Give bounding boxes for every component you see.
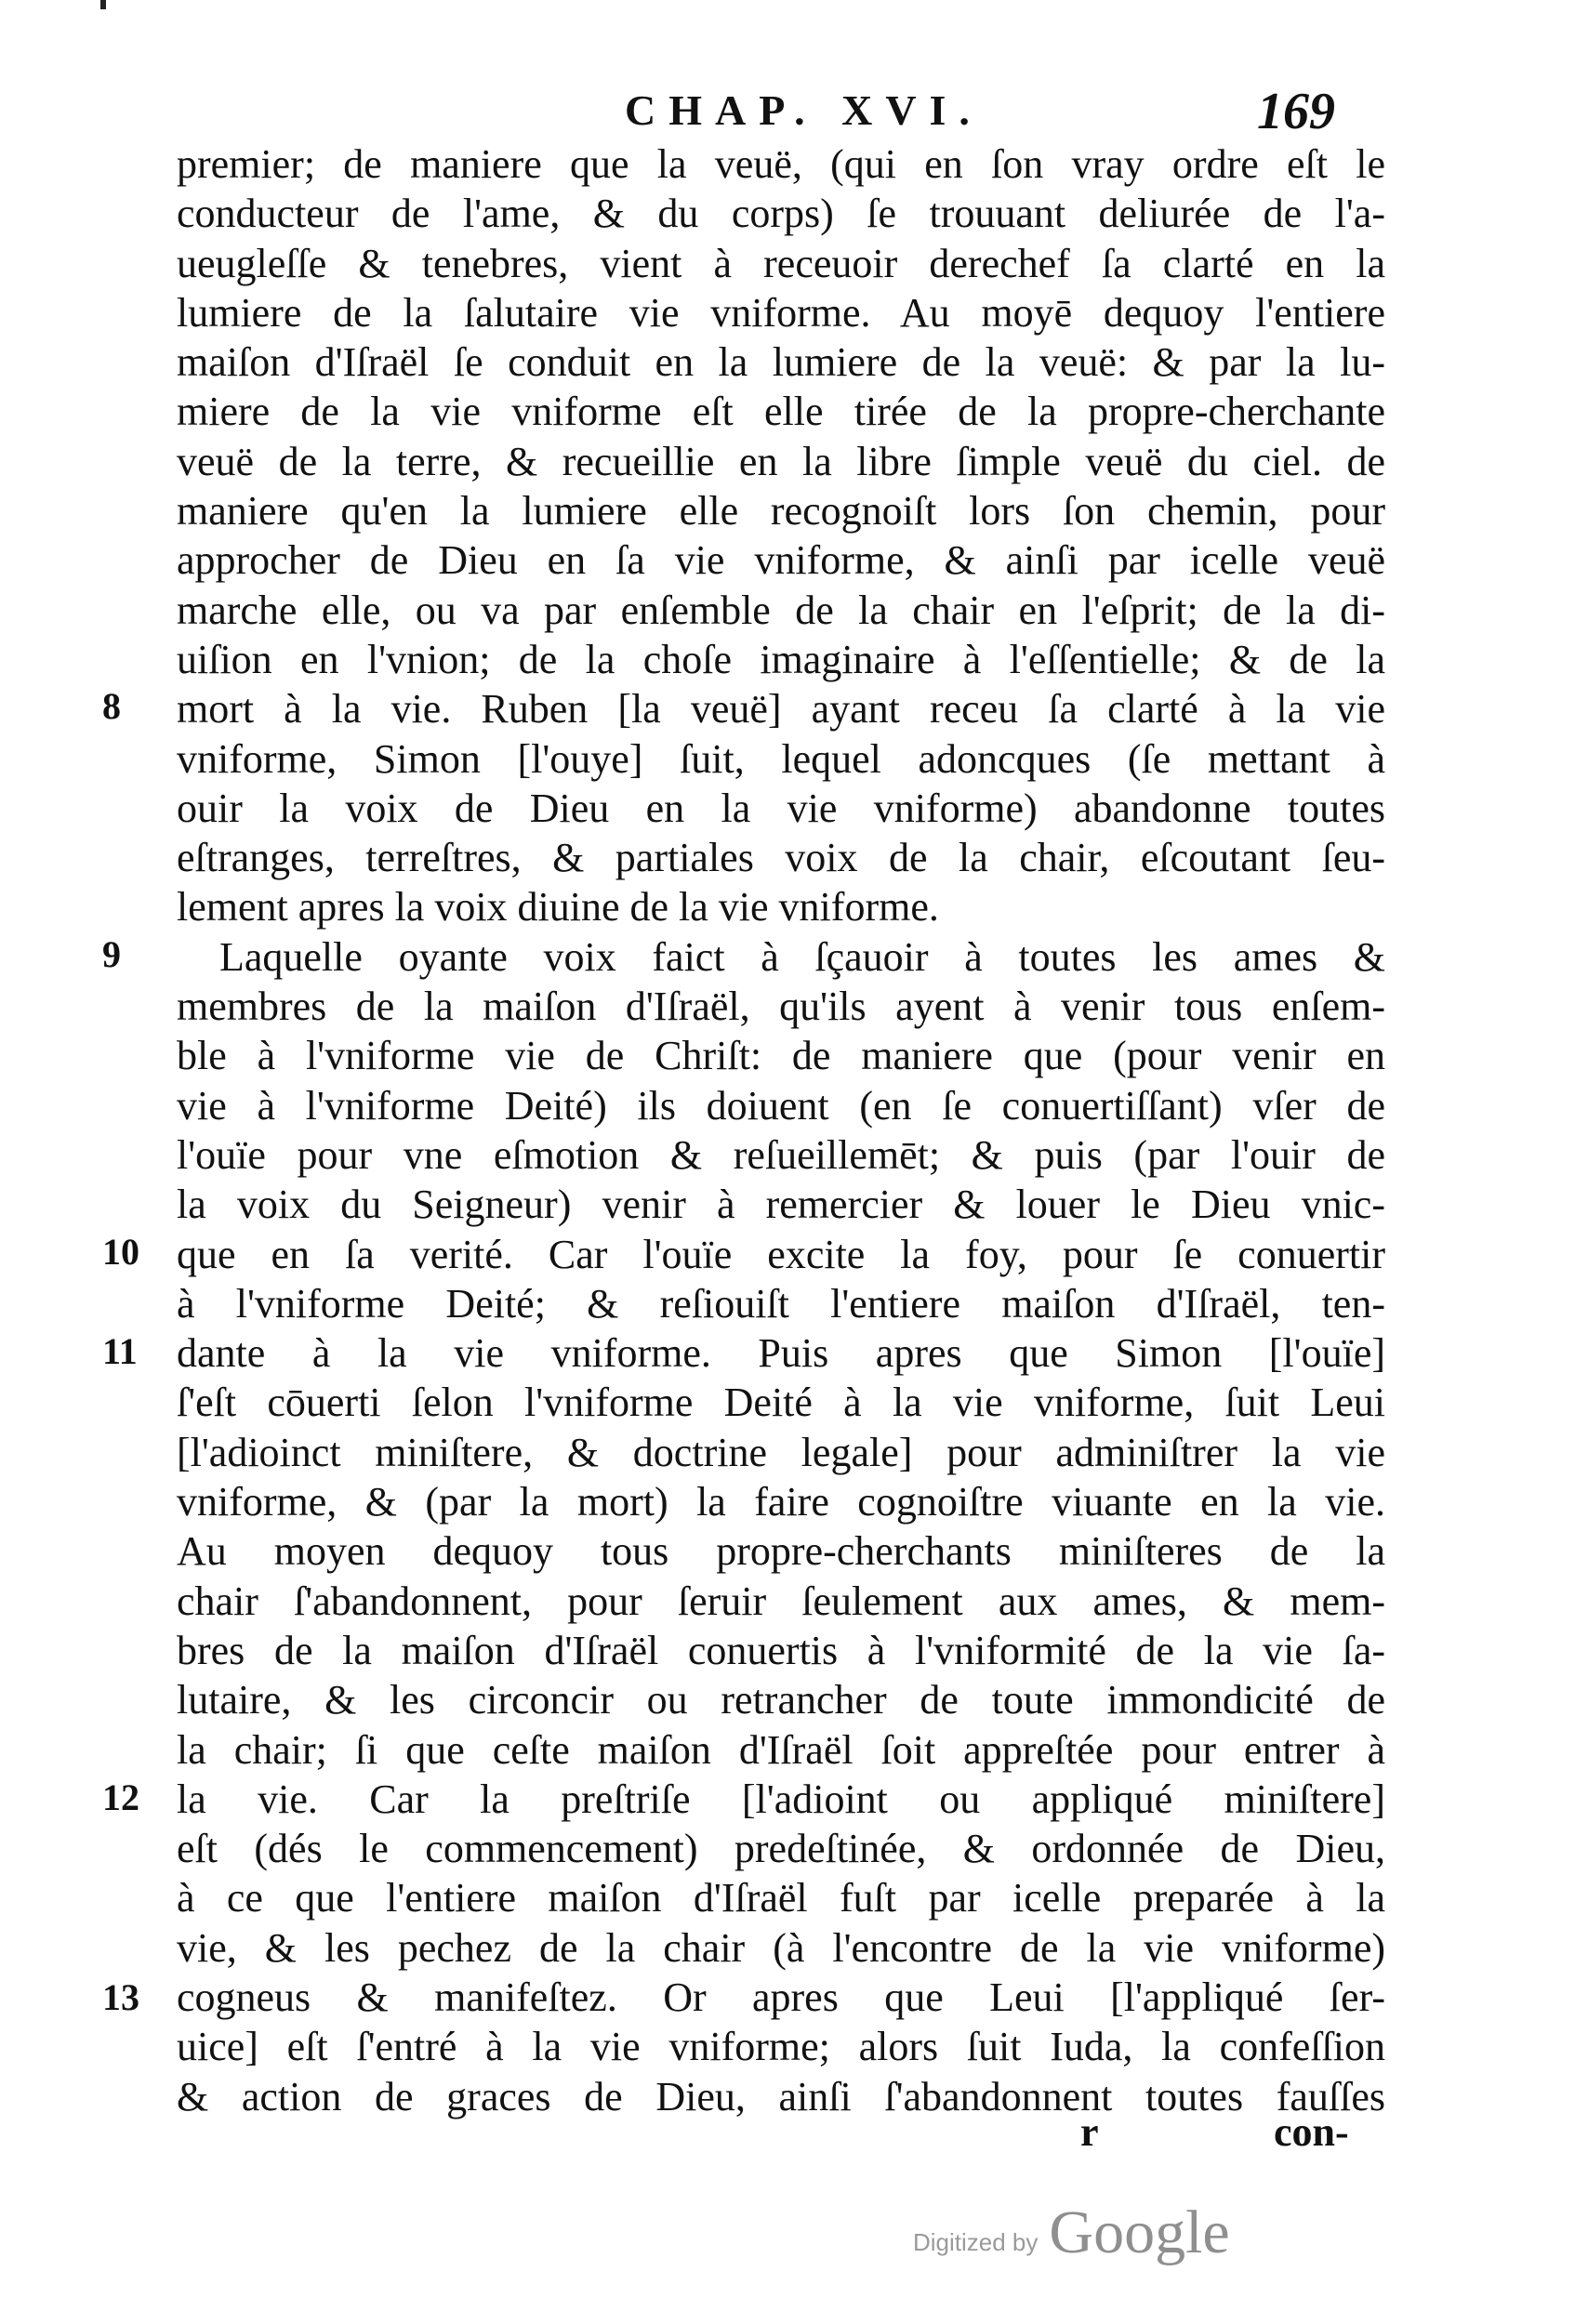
signature-mark: r — [1080, 2109, 1099, 2155]
text-line: la vie. Car la preſtriſe [l'adioint ou appliqué miniſtere] — [177, 1776, 1385, 1822]
running-head: CHAP. XVI. — [625, 86, 983, 134]
watermark-label: Digitized by — [913, 2228, 1039, 2256]
body-text — [177, 139, 1385, 2121]
text-line: & action de graces de Dieu, ainſi ſ'abandonnent toutes fauſſes — [177, 2073, 1385, 2119]
text-line: uiſion en l'vnion; de la choſe imaginaire à l'eſſentielle; & de la — [177, 636, 1385, 682]
text-line: vie à l'vniforme Deité) ils doiuent (en ſe conuertiſſant) vſer de — [177, 1082, 1385, 1129]
text-line: ouir la voix de Dieu en la vie vniforme) abandonne toutes — [177, 785, 1385, 831]
google-logo: Google — [1049, 2199, 1230, 2266]
text-line: conducteur de l'ame, & du corps) ſe trouuant deliurée de l'a- — [177, 191, 1385, 237]
text-line: uice] eſt ſ'entré à la vie vniforme; alors ſuit Iuda, la confeſſion — [177, 2024, 1385, 2070]
text-line: la voix du Seigneur) venir à remercier & louer le Dieu vnic- — [177, 1182, 1385, 1228]
text-line: membres de la maiſon d'Iſraël, qu'ils ayent à venir tous enſem- — [177, 984, 1385, 1030]
text-line: maiſon d'Iſraël ſe conduit en la lumiere de la veuë: & par la lu- — [177, 339, 1385, 386]
text-line: vniforme, & (par la mort) la faire cognoiſtre viuante en la vie. — [177, 1479, 1385, 1525]
text-line: Laquelle oyante voix faict à ſçauoir à toutes les ames & — [219, 933, 1385, 980]
text-line: eſtranges, terreſtres, & partiales voix de la chair, eſcoutant ſeu- — [177, 835, 1385, 881]
text-line: ueugleſſe & tenebres, vient à receuoir derechef ſa clarté en la — [177, 240, 1385, 286]
text-line: à ce que l'entiere maiſon d'Iſraël fuſt par icelle preparée à la — [177, 1875, 1385, 1921]
text-line: ble à l'vniforme vie de Chriſt: de maniere que (pour venir en — [177, 1033, 1385, 1079]
page-footer — [0, 2108, 1588, 2164]
text-line: vniforme, Simon [l'ouye] ſuit, lequel adoncques (ſe mettant à — [177, 735, 1385, 782]
text-line: marche elle, ou va par enſemble de la chair en l'eſprit; de la di- — [177, 587, 1385, 633]
verse-number: 12 — [102, 1776, 139, 1818]
text-line: vie, & les pechez de la chair (à l'encontre de la vie vniforme) — [177, 1924, 1385, 1971]
verse-number: 11 — [102, 1330, 138, 1372]
text-line: lumiere de la ſalutaire vie vniforme. Au moyē dequoy l'entiere — [177, 289, 1385, 336]
text-line: veuë de la terre, & recueillie en la libre ſimple veuë du ciel. de — [177, 438, 1385, 484]
verse-number: 10 — [102, 1231, 139, 1273]
text-line: la chair; ſi que ceſte maiſon d'Iſraël ſoit appreſtée pour entrer à — [177, 1726, 1385, 1773]
corner-mark — [100, 0, 106, 9]
text-line: ſ'eſt cōuerti ſelon l'vniforme Deité à la vie vniforme, ſuit Leui — [177, 1380, 1385, 1426]
catchword: con- — [1274, 2109, 1349, 2155]
verse-number: 9 — [102, 933, 121, 975]
text-line: chair ſ'abandonnent, pour ſeruir ſeulement aux ames, & mem- — [177, 1578, 1385, 1624]
text-line: eſt (dés le commencement) predeſtinée, & ordonnée de Dieu, — [177, 1826, 1385, 1872]
verse-number: 13 — [102, 1976, 139, 2018]
text-line: à l'vniforme Deité; & reſiouiſt l'entiere maiſon d'Iſraël, ten- — [177, 1280, 1385, 1327]
text-line: lement apres la voix diuine de la vie vniforme. — [177, 884, 939, 931]
text-line: lutaire, & les circoncir ou retrancher de toute immondicité de — [177, 1677, 1385, 1723]
page-number: 169 — [1257, 83, 1335, 140]
text-line: dante à la vie vniforme. Puis apres que Simon [l'ouïe] — [177, 1330, 1385, 1377]
text-line: cogneus & manifeſtez. Or apres que Leui [l'appliqué ſer- — [177, 1974, 1385, 2020]
digitization-watermark — [913, 2194, 1230, 2268]
text-line: que en ſa verité. Car l'ouïe excite la foy, pour ſe conuertir — [177, 1231, 1385, 1277]
text-line: maniere qu'en la lumiere elle recognoiſt lors ſon chemin, pour — [177, 488, 1385, 535]
text-line: bres de la maiſon d'Iſraël conuertis à l'vniformité de la vie ſa- — [177, 1627, 1385, 1673]
text-line: Au moyen dequoy tous propre-cherchants miniſteres de la — [177, 1528, 1385, 1575]
page-header — [0, 83, 1588, 141]
text-line: miere de la vie vniforme eſt elle tirée de la propre-cherchante — [177, 389, 1385, 435]
text-line: premier; de maniere que la veuë, (qui en ſon vray ordre eſt le — [177, 141, 1385, 187]
text-line: l'ouïe pour vne eſmotion & reſueillemēt; & puis (par l'ouir de — [177, 1131, 1385, 1178]
text-line: approcher de Dieu en ſa vie vniforme, & ainſi par icelle veuë — [177, 537, 1385, 584]
text-line: [l'adioinct miniſtere, & doctrine legale] pour adminiſtrer la vie — [177, 1429, 1385, 1475]
verse-number: 8 — [102, 685, 121, 727]
text-line: mort à la vie. Ruben [la veuë] ayant receu ſa clarté à la vie — [177, 686, 1385, 733]
